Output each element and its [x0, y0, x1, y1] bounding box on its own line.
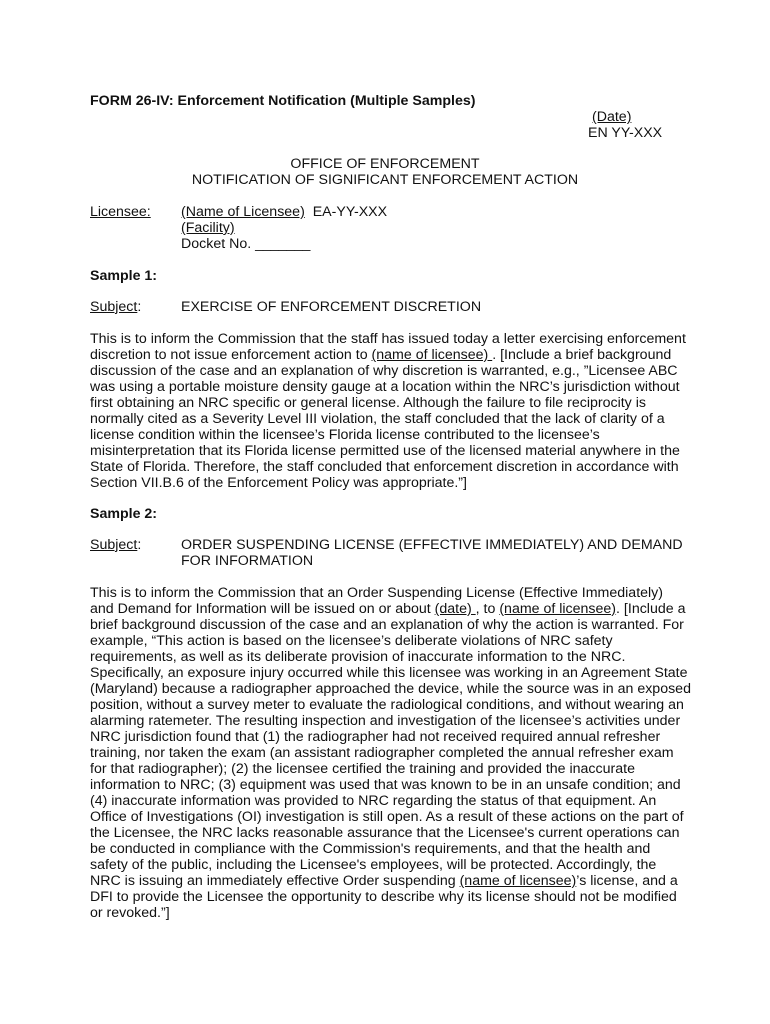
body-line: safety of the public, including the Licensee's employees, will be protected. Accordingly, the [90, 857, 657, 873]
sample1-subject: EXERCISE OF ENFORCEMENT DISCRETION [181, 299, 482, 315]
body-line: training, nor taken the exam (an assistant radiographer completed the annual refresher exam [90, 745, 674, 761]
sample2-heading: Sample 2: [90, 506, 158, 522]
sample2-subject-line2: FOR INFORMATION [181, 553, 314, 569]
body-line: This is to inform the Commission that an Order Suspending License (Effective Immediately) [90, 585, 664, 601]
subject-label-text: Subject [90, 537, 138, 553]
licensee-name-placeholder: (name of licensee) [371, 347, 493, 363]
body-text: . [Include a brief background [492, 347, 672, 363]
date-placeholder: (Date) [592, 109, 632, 125]
licensee-label: Licensee: [90, 204, 151, 220]
body-line: be conducted in compliance with the Commission's requirements, and that the health and [90, 841, 651, 857]
body-line: (4) inaccurate information was provided to NRC regarding the status of that equipment. An [90, 793, 657, 809]
body-text: , to [475, 601, 500, 617]
body-line: normally cited as a Severity Level III violation, the staff concluded that the lack of clarity of a [90, 411, 665, 427]
body-line: DFI to provide the Licensee the opportunity to describe why its license should not be modified [90, 889, 677, 905]
sample2-subject-label [90, 537, 141, 553]
sample2-subject-line1: ORDER SUSPENDING LICENSE (EFFECTIVE IMMEDIATELY) AND DEMAND [181, 537, 683, 553]
body-line: (Maryland) because a radiographer approached the device, while the source was in an exposed [90, 681, 691, 697]
licensee-name-line [181, 204, 387, 220]
body-text: NRC is issuing an immediately effective Order suspending [90, 873, 460, 889]
body-text: and Demand for Information will be issued on or about [90, 601, 435, 617]
body-line: This is to inform the Commission that the staff has issued today a letter exercising enforcement [90, 331, 686, 347]
sample2-body [90, 585, 690, 921]
body-line: or revoked.”] [90, 905, 170, 921]
body-line: State of Florida. Therefore, the staff concluded that enforcement discretion in accordance with [90, 459, 679, 475]
body-line: the Licensee, the NRC lacks reasonable assurance that the Licensee's current operations can [90, 825, 680, 841]
licensee-name: (Name of Licensee) [181, 204, 305, 220]
body-line: misinterpretation that its Florida license permitted use of the licensed material anywhere in the [90, 443, 680, 459]
date-placeholder-inline: (date) [434, 601, 476, 617]
body-line: brief background discussion of the case and an explanation of why the action is warranted. For [90, 617, 684, 633]
body-line: position, without a survey meter to evaluate the radiological conditions, and without wearing an [90, 697, 684, 713]
form-title: FORM 26-IV: Enforcement Notification (Multiple Samples) [90, 93, 476, 109]
body-line: discussion of the case and an explanation of why discretion is warranted, e.g., ”Licensee ABC [90, 363, 678, 379]
body-text: ’s license, and a [576, 873, 678, 889]
body-line: example, “This action is based on the licensee’s deliberate violations of NRC safety [90, 633, 613, 649]
body-line: requirements, as well as its deliberate provision of inaccurate information to the NRC. [90, 649, 626, 665]
licensee-name-placeholder: (name of licensee) [499, 601, 617, 617]
subject-colon: : [137, 299, 142, 315]
body-line: first obtaining an NRC specific or general license. Although the failure to file reciprocity is [90, 395, 646, 411]
sample1-subject-label [90, 299, 141, 315]
body-line: Office of Investigations (OI) investigation is still open. As a result of these actions on the part of [90, 809, 684, 825]
body-line: NRC jurisdiction found that (1) the radiographer had not received required annual refresher [90, 729, 661, 745]
ea-number: EA-YY-XXX [312, 204, 388, 220]
docket-number: Docket No. _______ [181, 236, 311, 252]
sample1-body [90, 331, 690, 491]
body-text: discretion to not issue enforcement action to [90, 347, 372, 363]
office-title: OFFICE OF ENFORCEMENT [290, 156, 480, 172]
body-line: Section VII.B.6 of the Enforcement Policy was appropriate.”] [90, 475, 467, 491]
subject-label-text: Subject [90, 299, 138, 315]
notification-title: NOTIFICATION OF SIGNIFICANT ENFORCEMENT ACTION [191, 172, 579, 188]
facility: (Facility) [181, 220, 235, 236]
subject-colon: : [137, 537, 142, 553]
body-line: was using a portable moisture density gauge at a location within the NRC’s jurisdiction without [90, 379, 680, 395]
body-line: information to NRC; (3) equipment was used that was known to be in an unsafe condition; and [90, 777, 681, 793]
licensee-name-placeholder: (name of licensee) [459, 873, 577, 889]
body-line: Specifically, an exposure injury occurred while this licensee was working in an Agreement State [90, 665, 688, 681]
body-line: license condition within the licensee’s Florida license contributed to the licensee’s [90, 427, 600, 443]
body-line: for that radiographer); (2) the licensee certified the training and provided the inaccurate [90, 761, 635, 777]
body-text: . [Include a [616, 601, 686, 617]
body-line [90, 601, 690, 617]
en-number: EN YY-XXX [588, 125, 663, 141]
body-line [90, 347, 690, 363]
body-line [90, 873, 690, 889]
body-line: alarming ratemeter. The resulting inspection and investigation of the licensee’s activities under [90, 713, 681, 729]
sample1-heading: Sample 1: [90, 268, 158, 284]
